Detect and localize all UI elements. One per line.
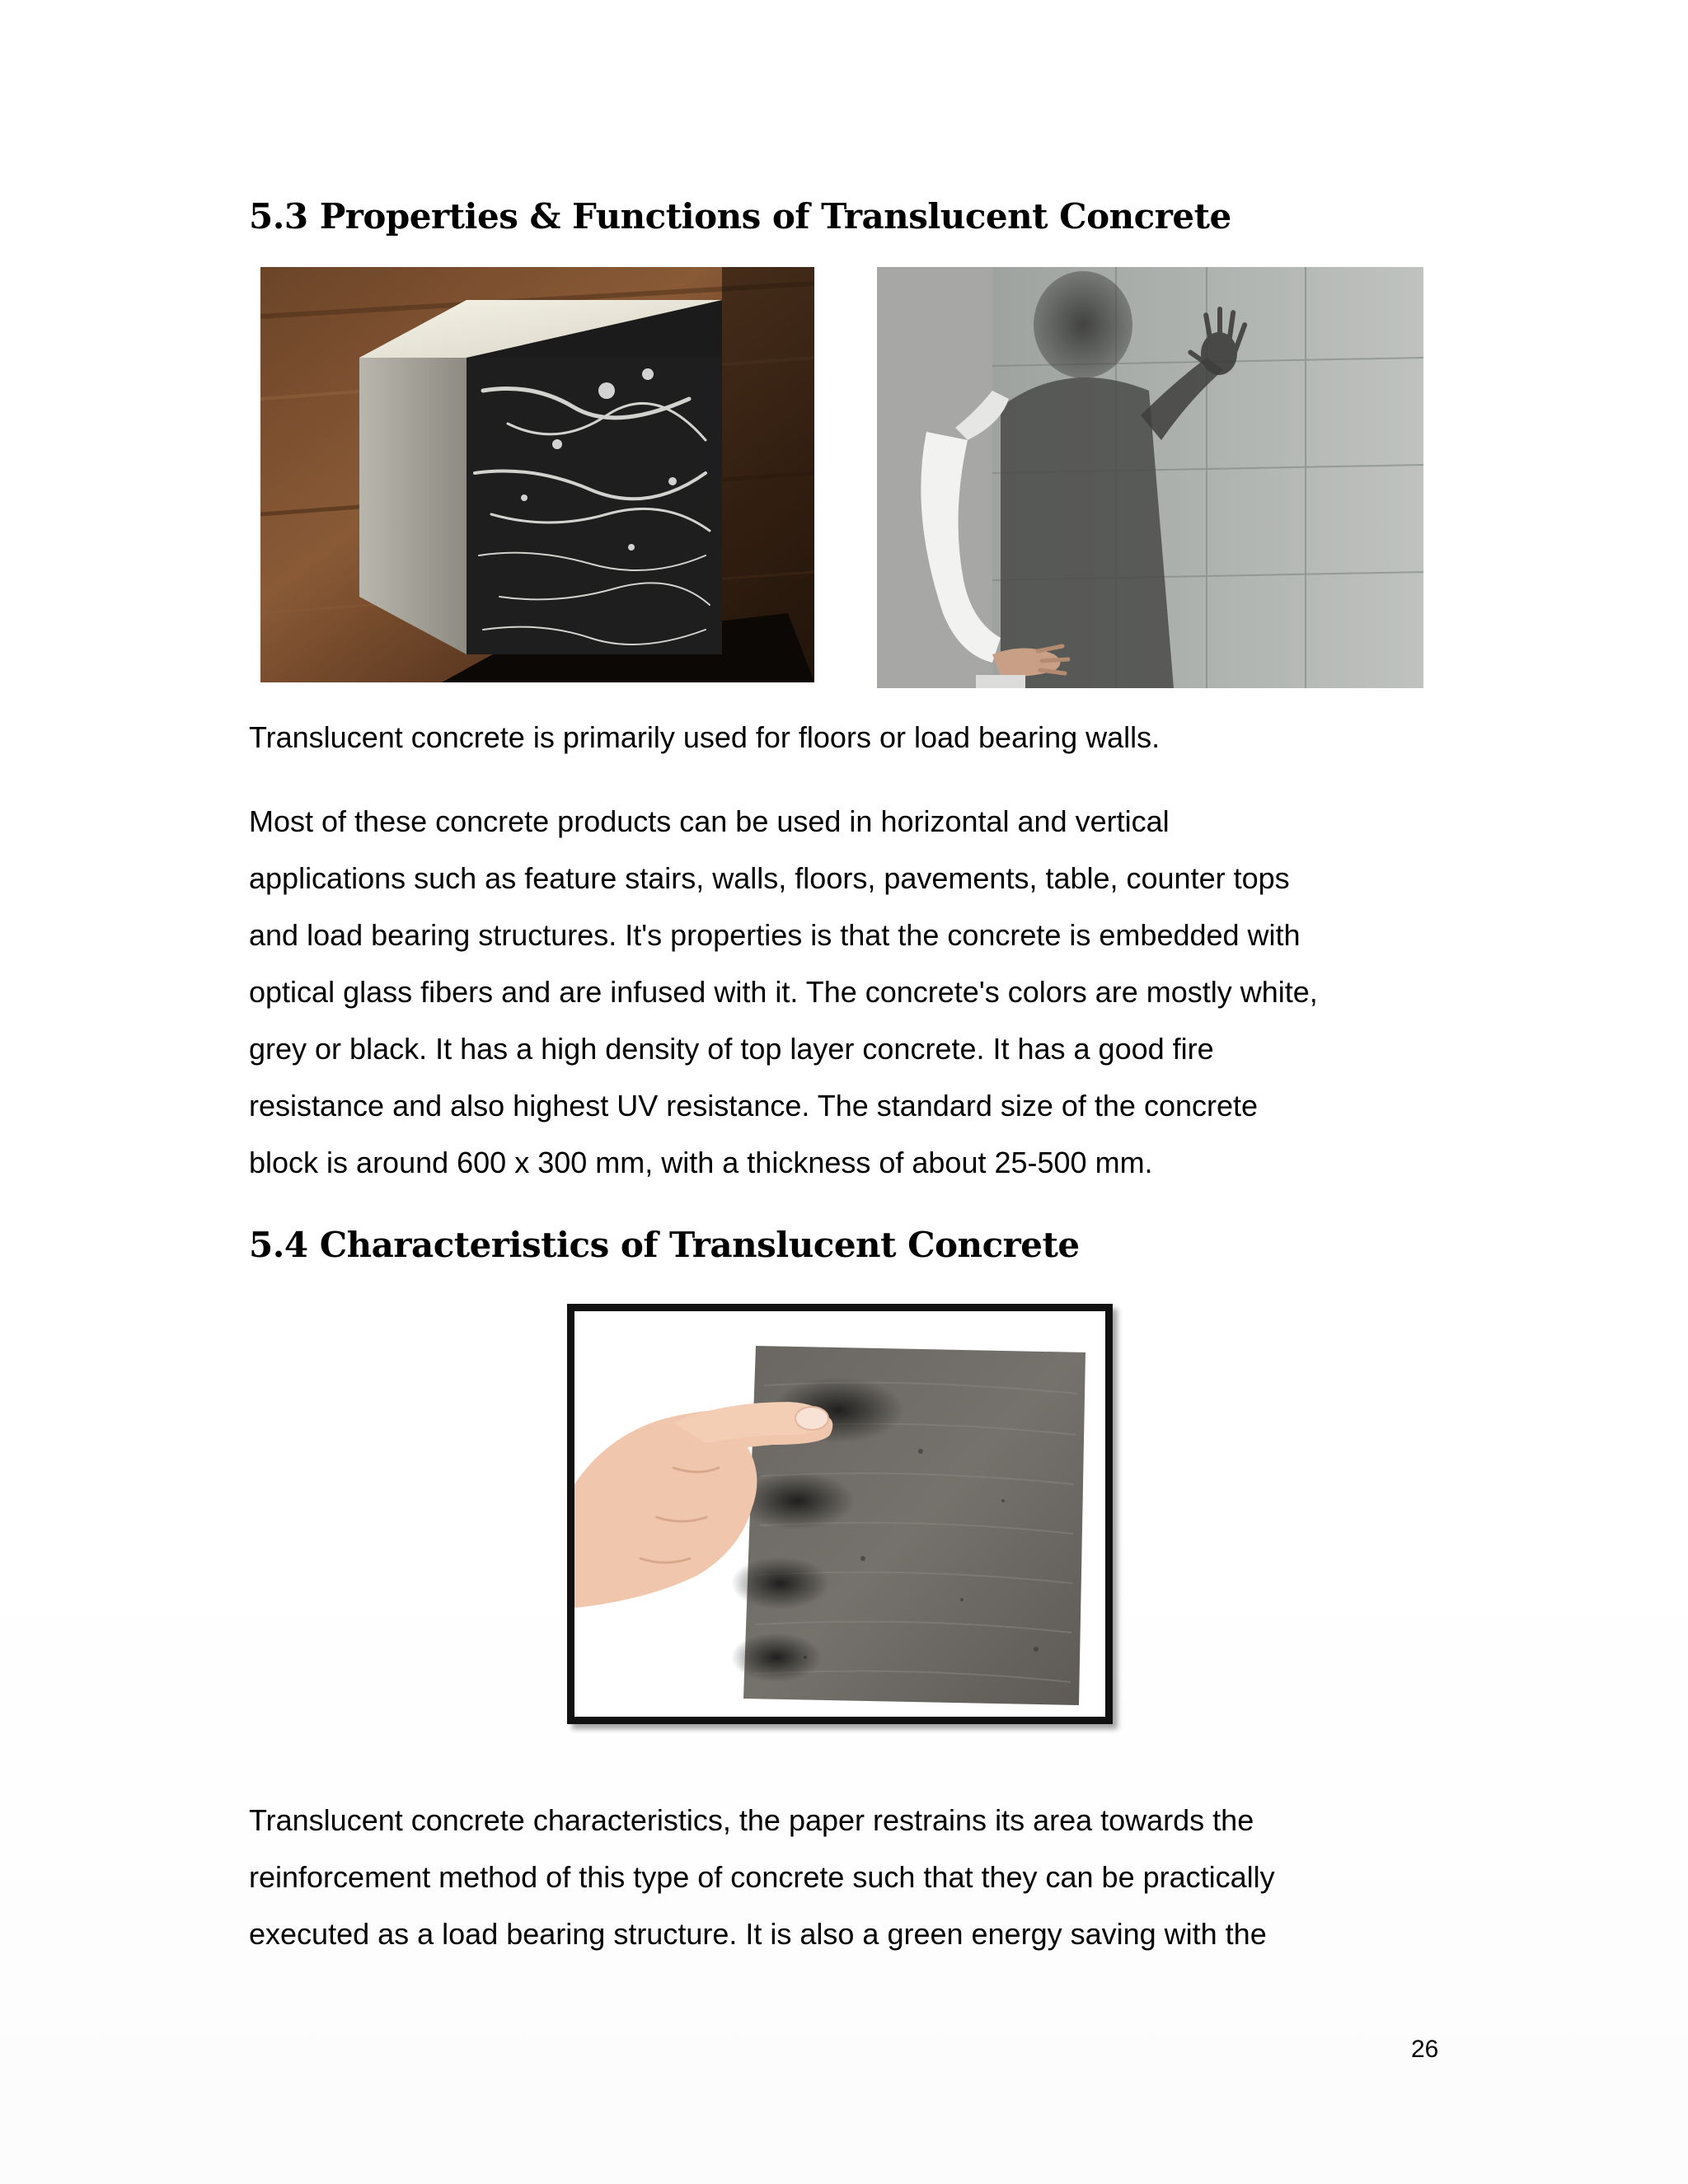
text-line: grey or black. It has a high density of top layer concrete. It has a good fire xyxy=(249,1032,1214,1066)
hand-holding-slab-photo xyxy=(567,1304,1113,1724)
text-line: Translucent concrete is primarily used for floors or load bearing walls. xyxy=(249,720,1160,754)
section-heading-5-3: 5.3 Properties & Functions of Translucent Concrete xyxy=(249,196,1231,237)
translucent-concrete-cube-photo xyxy=(260,267,814,682)
text-line: resistance and also highest UV resistance. The standard size of the concrete xyxy=(249,1089,1259,1122)
text-line: block is around 600 x 300 mm, with a thickness of about 25-500 mm. xyxy=(249,1146,1153,1179)
translucent-wall-silhouette-photo xyxy=(877,267,1423,688)
paragraph-primary-use xyxy=(249,709,1452,766)
text-line: Most of these concrete products can be used in horizontal and vertical xyxy=(249,804,1170,838)
paragraph-characteristics xyxy=(249,1792,1452,1962)
paragraph-properties xyxy=(249,793,1452,1191)
text-line: Translucent concrete characteristics, the paper restrains its area towards the xyxy=(249,1803,1254,1837)
text-line: optical glass fibers and are infused with it. The concrete's colors are mostly white, xyxy=(249,975,1318,1009)
text-line: executed as a load bearing structure. It is also a green energy saving with the xyxy=(249,1917,1267,1951)
section-heading-5-4: 5.4 Characteristics of Translucent Concrete xyxy=(249,1225,1080,1265)
page-number: 26 xyxy=(1411,2036,1439,2063)
text-line: and load bearing structures. It's properties is that the concrete is embedded with xyxy=(249,918,1301,952)
text-line: reinforcement method of this type of concrete such that they can be practically xyxy=(249,1860,1275,1894)
text-line: applications such as feature stairs, walls, floors, pavements, table, counter tops xyxy=(249,861,1290,895)
